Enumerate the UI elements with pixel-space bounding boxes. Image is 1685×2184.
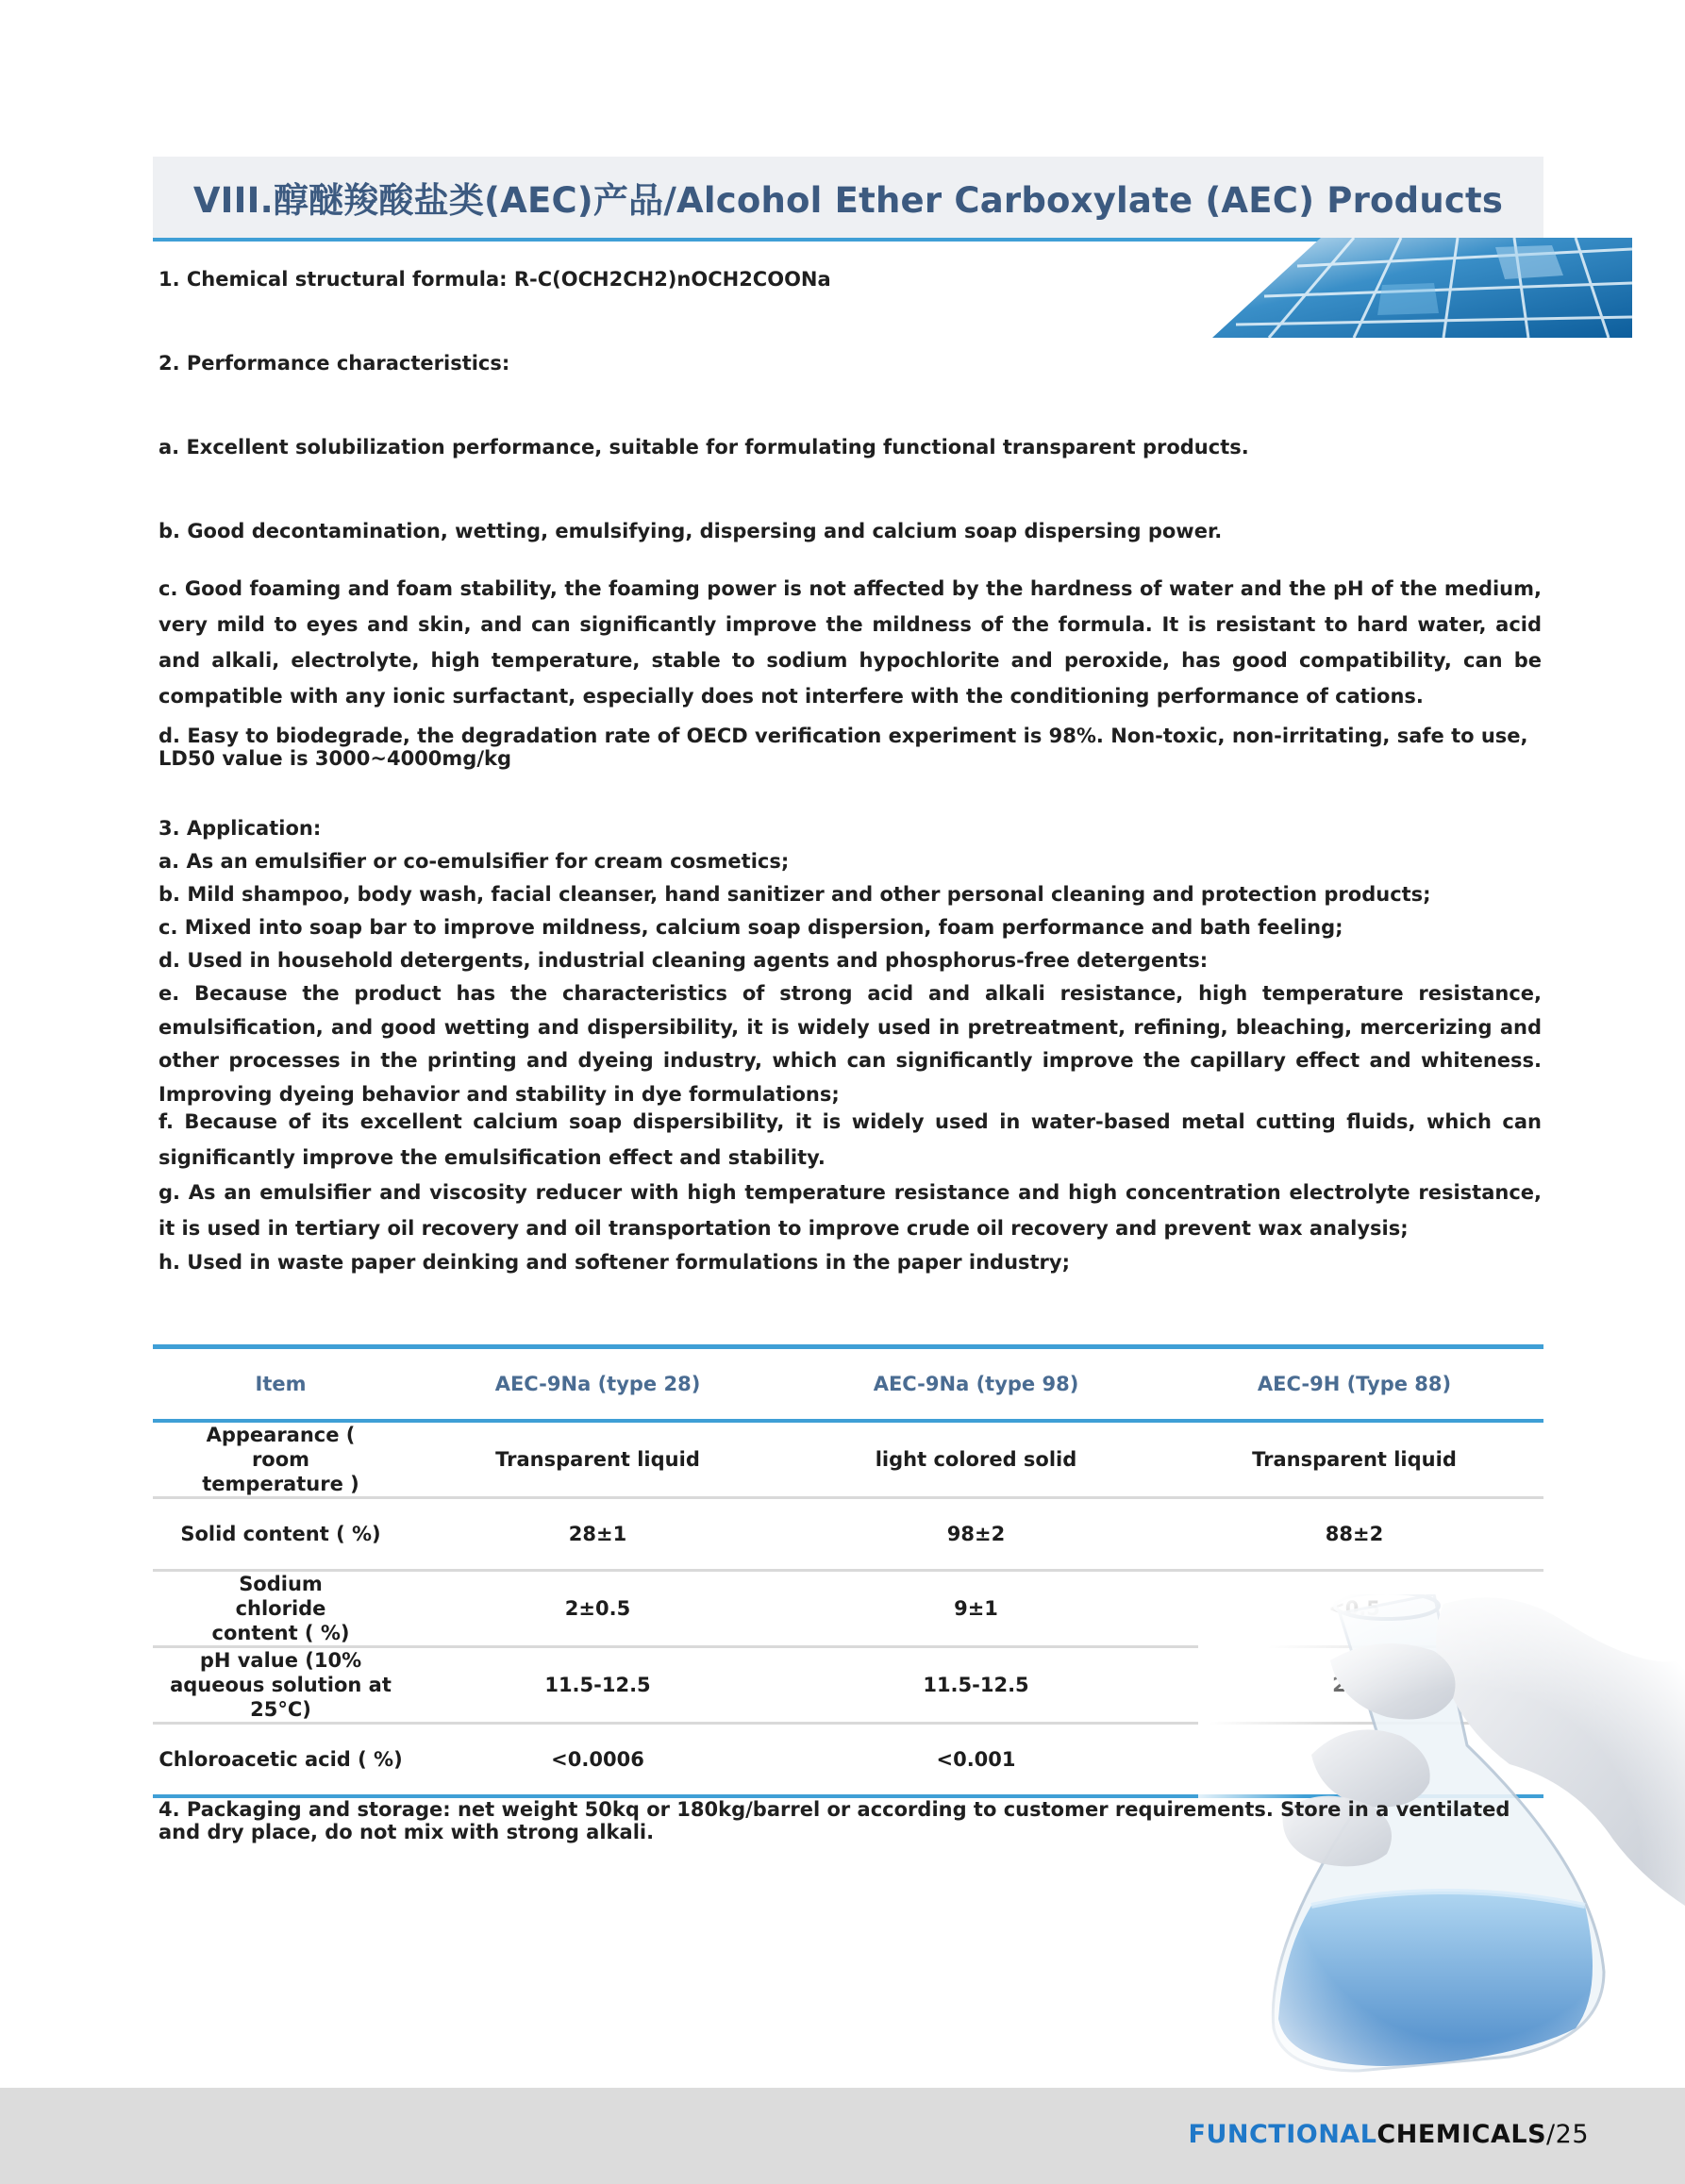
application-c: c. Mixed into soap bar to improve mildness, calcium soap dispersion, foam performance and bath feeling; [158,916,1343,939]
header-aec-9h-type-88: AEC-9H (Type 88) [1257,1373,1452,1395]
header-aec-9na-type-98: AEC-9Na (type 98) [873,1373,1079,1395]
table-cell: Transparent liquid [1165,1421,1543,1498]
title-bar [153,157,1543,242]
chemical-formula: 1. Chemical structural formula: R-C(OCH2CH2)nOCH2COONa [158,268,831,291]
page-number: /25 [1546,2120,1589,2149]
table-cell: 11.5-12.5 [409,1647,787,1724]
header-aec-9na-type-28: AEC-9Na (type 28) [494,1373,701,1395]
table-row [153,1421,1543,1498]
application-f: f. Because of its excellent calcium soap dispersibility, it is widely used in water-based metal cutting fluids, which can significantly improve the emulsification effect and stability. [158,1110,1542,1169]
table-cell: <0.001 [787,1724,1165,1797]
application-e: e. Because the product has the characteristics of strong acid and alkali resistance, high temperature resistance, emulsification, and good wetting and dispersibility, it is widely used in pretreatment, refining, bleaching, mercerizing and other processes in the printing and dyeing industry, which can significantly improve the capillary effect and whiteness. Improving dyeing behavior and stability in dye formulations; [158,982,1542,1106]
characteristic-c: c. Good foaming and foam stability, the foaming power is not affected by the hardness of water and the pH of the medium, very mild to eyes and skin, and can significantly improve the mildness of the formula. It is resistant to hard water, acid and alkali, electrolyte, high temperature, stable to sodium hypochlorite and peroxide, has good compatibility, can be compatible with any ionic surfactant, especially does not interfere with the conditioning performance of cations. [158,577,1542,708]
page-title: VIII.醇醚羧酸盐类(AEC)产品/Alcohol Ether Carboxylate (AEC) Products [192,180,1504,221]
footer-brand [1189,2120,1590,2149]
header-item: Item [255,1373,307,1395]
row-label: Appearance ( room temperature ) [153,1421,409,1498]
table-cell: 88±2 [1165,1498,1543,1571]
table-cell: Transparent liquid [409,1421,787,1498]
row-label: Sodium chloride content ( %) [153,1571,409,1647]
characteristic-b: b. Good decontamination, wetting, emulsifying, dispersing and calcium soap dispersing power. [158,520,1223,542]
application-g: g. As an emulsifier and viscosity reducer with high temperature resistance and high concentration electrolyte resistance, it is used in tertiary oil recovery and oil transportation to improve crude oil recovery and prevent wax analysis; [158,1181,1542,1240]
application-heading: 3. Application: [158,817,322,840]
application-b: b. Mild shampoo, body wash, facial cleanser, hand sanitizer and other personal cleaning and protection products; [158,883,1431,906]
page-footer [0,2088,1685,2184]
row-label: Chloroacetic acid ( %) [153,1724,409,1797]
table-cell: light colored solid [787,1421,1165,1498]
footer-chemicals: CHEMICALS [1376,2120,1547,2149]
application-a: a. As an emulsifier or co-emulsifier for cream cosmetics; [158,850,790,873]
packaging-storage: 4. Packaging and storage: net weight 50kq or 180kg/barrel or according to customer requirements. Store in a ventilated and dry place, do not mix with strong alkali. [158,1798,1510,1843]
table-row [153,1498,1543,1571]
characteristic-a: a. Excellent solubilization performance, suitable for formulating functional transparent products. [158,436,1249,458]
table-cell: 9±1 [787,1571,1165,1647]
row-label: pH value (10% aqueous solution at 25°C) [153,1647,409,1724]
table-cell: 2±0.5 [409,1571,787,1647]
table-header-row [153,1347,1543,1422]
table-cell: 98±2 [787,1498,1165,1571]
application-h: h. Used in waste paper deinking and softener formulations in the paper industry; [158,1251,1070,1274]
characteristic-d: d. Easy to biodegrade, the degradation rate of OECD verification experiment is 98%. Non-toxic, non-irritating, safe to use, LD50 value is 3000~4000mg/kg [158,725,1528,770]
performance-heading: 2. Performance characteristics: [158,352,510,375]
table-cell: 28±1 [409,1498,787,1571]
row-label: Solid content ( %) [153,1498,409,1571]
table-cell: 11.5-12.5 [787,1647,1165,1724]
footer-functional: FUNCTIONAL [1188,2120,1377,2149]
application-d: d. Used in household detergents, industrial cleaning agents and phosphorus-free detergents: [158,949,1209,972]
table-cell: <0.0006 [409,1724,787,1797]
